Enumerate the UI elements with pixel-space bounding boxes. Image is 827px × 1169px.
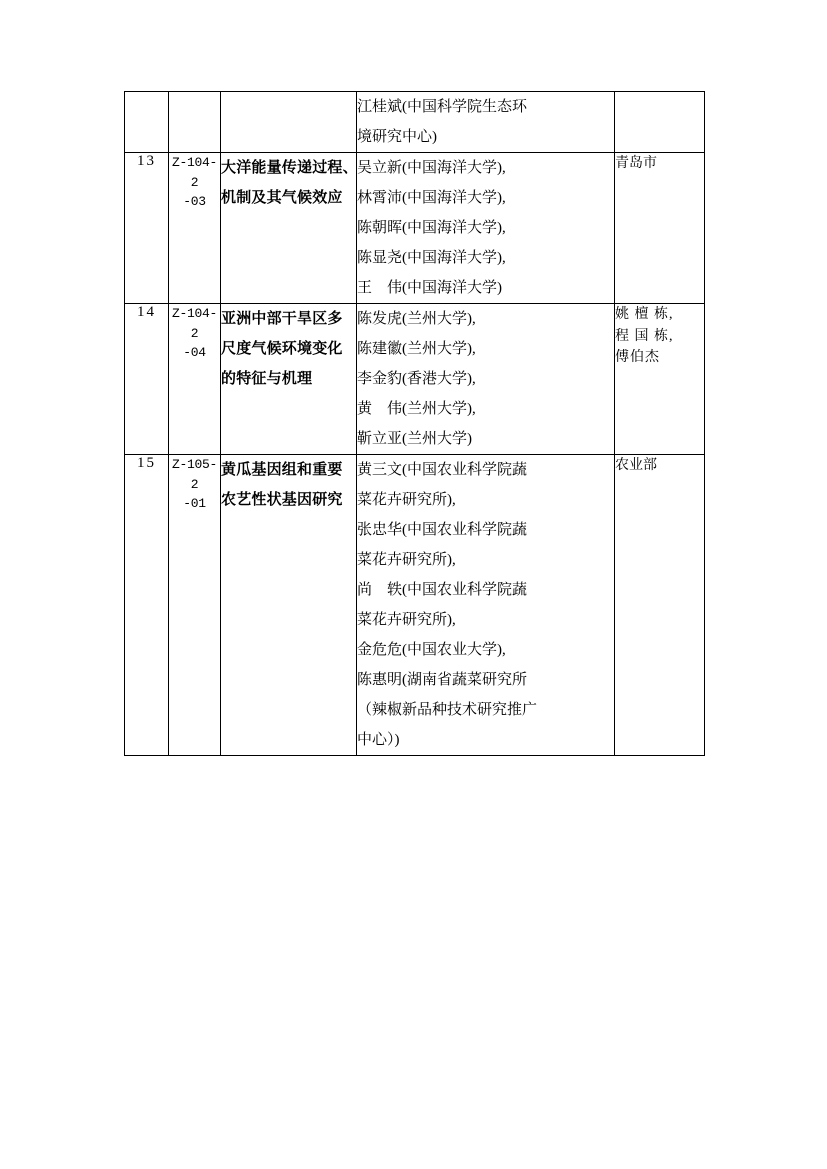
cell-project-code	[169, 304, 221, 455]
table-row	[125, 92, 705, 153]
cell-recommending-org	[615, 304, 705, 455]
code-line: Z-104-2	[171, 155, 217, 190]
cell-project-title	[221, 455, 357, 756]
code-line: Z-105-2	[171, 457, 217, 492]
org-line: 姚 檀 栋,	[615, 307, 674, 322]
title-line: 大洋能量传递过程、	[221, 160, 358, 176]
contributor-line: 李金豹(香港大学),	[357, 371, 476, 387]
table-row	[125, 455, 705, 756]
table-body	[125, 92, 705, 756]
contributor-line: （辣椒新品种技术研究推广	[357, 702, 538, 718]
contributor-line: 菜花卉研究所),	[357, 552, 456, 568]
contributor-line: 林霄沛(中国海洋大学),	[357, 190, 506, 206]
title-line: 机制及其气候效应	[221, 190, 343, 206]
contributor-line: 张忠华(中国农业科学院蔬	[357, 522, 527, 538]
cell-project-code	[169, 153, 221, 304]
contributor-line: 陈朝晖(中国海洋大学),	[357, 220, 506, 236]
cell-serial-number	[125, 92, 169, 153]
cell-serial-number: 14	[125, 304, 169, 455]
title-line: 尺度气候环境变化	[221, 341, 343, 357]
cell-contributors	[357, 304, 615, 455]
org-line: 程 国 栋,	[615, 328, 674, 344]
contributor-line: 吴立新(中国海洋大学),	[357, 160, 506, 176]
contributor-line: 黄三文(中国农业科学院蔬	[357, 462, 527, 478]
title-line: 的特征与机理	[221, 371, 313, 387]
cell-project-title	[221, 92, 357, 153]
org-line: 青岛市	[615, 156, 657, 171]
award-list-table	[124, 91, 705, 756]
contributor-line: 黄 伟(兰州大学),	[357, 401, 476, 417]
contributor-line: 菜花卉研究所),	[357, 492, 456, 508]
cell-contributors	[357, 153, 615, 304]
contributor-line: 陈显尧(中国海洋大学),	[357, 250, 506, 266]
contributor-line: 中心）)	[357, 732, 400, 748]
contributor-line: 靳立亚(兰州大学)	[357, 431, 472, 447]
contributor-line: 陈发虎(兰州大学),	[357, 311, 476, 327]
contributor-line: 陈建徽(兰州大学),	[357, 341, 476, 357]
table-row	[125, 153, 705, 304]
table-row	[125, 304, 705, 455]
contributor-line: 尚 轶(中国农业科学院蔬	[357, 582, 527, 598]
contributor-line: 菜花卉研究所),	[357, 612, 456, 628]
contributor-line: 境研究中心)	[357, 129, 437, 145]
cell-recommending-org	[615, 455, 705, 756]
contributor-line: 江桂斌(中国科学院生态环	[357, 99, 527, 115]
code-line: Z-104-2	[171, 306, 217, 341]
contributor-line: 金危危(中国农业大学),	[357, 642, 506, 658]
contributor-line: 王 伟(中国海洋大学)	[357, 280, 502, 296]
org-line: 农业部	[615, 458, 657, 473]
cell-serial-number: 13	[125, 153, 169, 304]
cell-project-code	[169, 92, 221, 153]
title-line: 黄瓜基因组和重要	[221, 462, 343, 478]
cell-project-title	[221, 304, 357, 455]
cell-recommending-org	[615, 92, 705, 153]
cell-project-title	[221, 153, 357, 304]
cell-contributors	[357, 92, 615, 153]
cell-serial-number: 15	[125, 455, 169, 756]
cell-project-code	[169, 455, 221, 756]
org-line: 傅伯杰	[615, 350, 660, 366]
title-line: 亚洲中部干旱区多	[221, 311, 343, 327]
code-line: -04	[183, 345, 206, 360]
cell-recommending-org	[615, 153, 705, 304]
code-line: -03	[183, 194, 206, 209]
title-line: 农艺性状基因研究	[221, 492, 343, 508]
cell-contributors	[357, 455, 615, 756]
contributor-line: 陈惠明(湖南省蔬菜研究所	[357, 672, 527, 688]
code-line: -01	[183, 496, 206, 511]
